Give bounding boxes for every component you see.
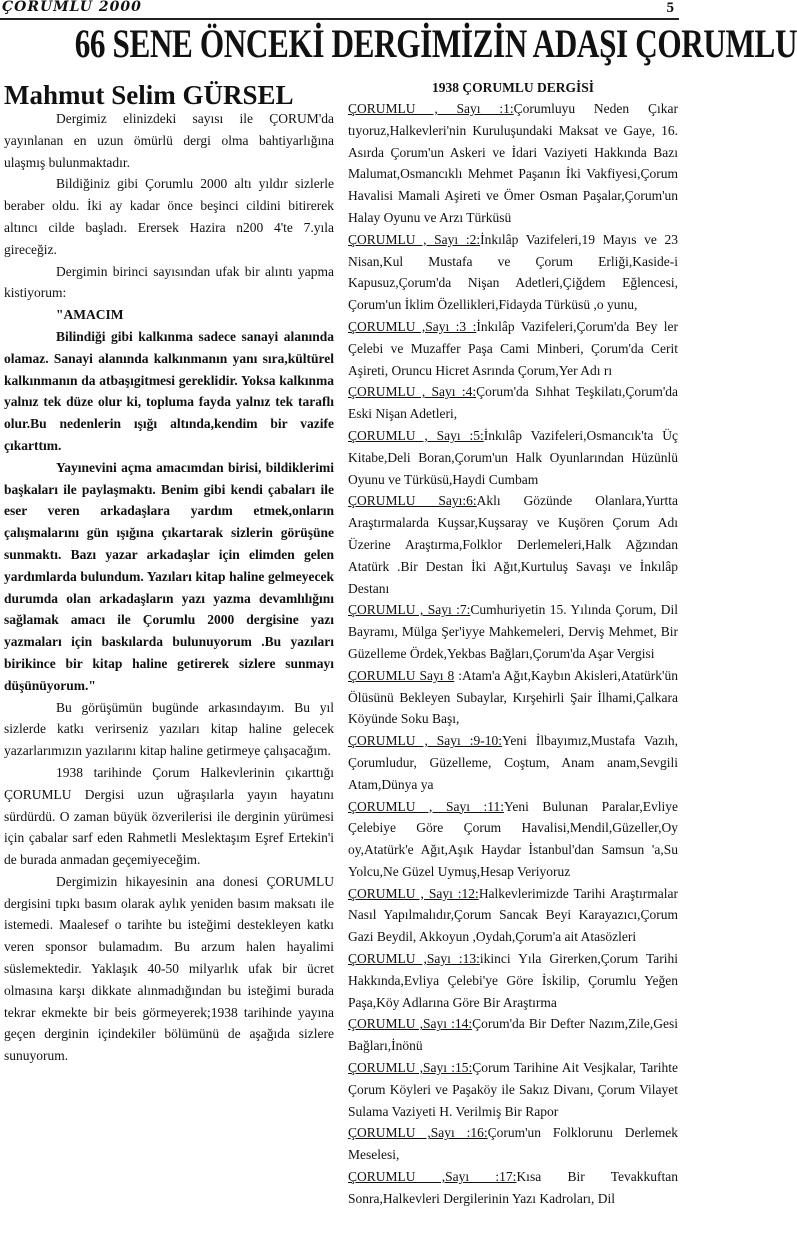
quote-paragraph: Bilindiği gibi kalkınma sadece sanayi alanında olamaz. Sanayi alanında kalkınmanın yanı sıra,kültürel kalkınmanın da atbaşıgitmesi gereklidir. Yoksa kalkınma yalnız tek düze olur ki, topluma fayda yalnız tek taraflı olur.Bu nedenlerin ışığı altında,kendim bir vazife çıkarttım. <box>4 328 334 453</box>
contents-entry <box>348 883 678 948</box>
issue-label: ÇORUMLU ,Sayı :13: <box>348 951 480 967</box>
paragraph: Bildiğiniz gibi Çorumlu 2000 altı yıldır sizlerle beraber oldu. İki ay kadar önce beşinci cildini bitirerek altıncı cilde başladı. Erersek Hazira n200 4'te 7.yıla gireceğiz. <box>4 176 334 257</box>
left-column <box>4 108 334 1067</box>
issue-contents: Çorum Tarihine Ait Vesjkalar, Tarihte Çorum Köyleri ve Paşaköy ile Sakız Divanı, Çorum Vilayet Sulama Vaziyeti H. Verilmiş Bir Rapor <box>348 1060 678 1119</box>
contents-entry <box>348 1013 678 1057</box>
contents-entry <box>348 730 678 795</box>
issue-label: ÇORUMLU ,Sayı :15: <box>348 1060 473 1076</box>
issue-contents: Aklı Gözünde Olanlara,Yurtta Araştırmalarda Kuşsar,Kuşsaray ve Kuşören Çorum Adı Üzerine Araştırma,Folklor Derlemeleri,Halk Ağzından Atatürk .Bir Destan İki Ağıt,Kurtuluş Savaşı ve İnkılâp Destanı <box>348 493 679 596</box>
issue-label: ÇORUMLU , Sayı :1: <box>348 101 514 116</box>
paragraph: Dergimizin hikayesinin ana donesi ÇORUMLU dergisini tıpkı basım olarak aylık yeniden basım maksatı ile istemedi. Maalesef o tarihte bu isteğimi destekleyen katkı veren sponsor bulamadım. Bu arzum halen hayalimi süslemektedir. Yaklaşık 40-50 milyarlık ufak bir ücret olmasına karşı dikkate alınmadığından bu isteğimi burada tekrar ekmekte bir beis görmeyerek;1938 tarihinde yayına geçen derginin içindekiler bölümünü de aşağıda sizlere sunuyorum. <box>4 873 334 1064</box>
issue-label: ÇORUMLU , Sayı :2: <box>348 231 481 247</box>
issue-label: ÇORUMLU ,Sayı :3 : <box>348 318 477 334</box>
issue-label: ÇORUMLU ,Sayı :14: <box>348 1016 473 1032</box>
paragraph: Bu görüşümün bugünde arkasındayım. Bu yıl sizlerde katkı verirseniz yazıları kitap haline gelecek yazarlarımızın yazılarını kitap haline getirmeye çalışacağım. <box>4 699 334 759</box>
issue-label: ÇORUMLU , Sayı :7: <box>348 602 471 618</box>
contents-entry <box>348 665 678 730</box>
contents-entry <box>348 381 678 425</box>
contents-entry <box>348 425 678 490</box>
issue-label: ÇORUMLU ,Sayı :17: <box>348 1169 517 1185</box>
contents-entry <box>348 229 678 316</box>
issue-contents: Yeni Bulunan Paralar,Evliye Çelebiye Göre Çorum Havalisi,Mendil,Güzeller,Oy oy,Atatürk'e Ağıt,Aşık Haydar İstanbul'dan Samsun 'a,Su Yolcu,Ne Güzel Uymuş,Hesap Veriyoruz <box>348 798 678 879</box>
contents-entry <box>348 98 678 229</box>
masthead: ÇORUMLU 2000 <box>2 0 142 15</box>
issue-contents: Kısa Bir Tevakkuftan Sonra,Halkevleri Dergilerinin Yazı Kadroları, Dil <box>348 1169 679 1206</box>
contents-entry <box>348 1166 678 1210</box>
contents-entry <box>348 1122 678 1166</box>
contents-entry <box>348 316 678 381</box>
author-name: Mahmut Selim GÜRSEL <box>4 80 294 110</box>
issue-contents: Çorum'un Folklorunu Derlemek Meselesi, <box>348 1125 678 1163</box>
issue-label: ÇORUMLU , Sayı :4: <box>348 384 477 400</box>
issue-contents: Halkevlerimizde Tarihi Araştırmalar Nasıl Yapılmalıdır,Çorum Sancak Beyi Karayazıcı,Çorum Gazi Beydil, Akkoyun ,Oydah,Çorum'a ait Atasözleri <box>348 885 678 945</box>
issue-contents: Çorum'da Bir Defter Nazım,Zile,Gesi Bağları,İnönü <box>348 1016 678 1054</box>
paragraph: Dergimin birinci sayısından ufak bir alıntı yapma kistiyorum: <box>4 263 334 301</box>
issue-contents: İnkılâp Vazifeleri,19 Mayıs ve 23 Nisan,Kul Mustafa ve Çorum Erliği,Kaside-i Kapusuz,Çorum'da Nişan Adetleri,Çiğdem Eğlencesi, Çorum'un İklim Özellikleri,Fidayda Türküsü ,o yunu, <box>348 231 678 313</box>
issue-contents: İnkılâp Vazifeleri,Çorum'da Bey ler Çelebi ve Muzaffer Paşa Cami Minberi, Çorum'da Cerit Aşireti, Oruncu Hicret Asrında Çorum,Yer Adı rı <box>348 318 679 378</box>
headline: 66 SENE ÖNCEKİ DERGİMİZİN ADAŞI ÇORUMLU <box>74 21 797 66</box>
issue-contents: İnkılâp Vazifeleri,Osmancık'ta Üç Kitabe,Deli Boran,Çorum'un Halk Oyunlarından Hüzünlü Oyunu ve Türküsü,Haydi Cumbam <box>348 427 678 487</box>
issue-contents: Çorum'da Sıhhat Teşkilatı,Çorum'da Eski Nişan Adetleri, <box>348 384 679 422</box>
issue-label: ÇORUMLU , Sayı :9-10: <box>348 733 502 749</box>
aim-title: "AMACIM <box>56 307 124 323</box>
paragraph: 1938 tarihinde Çorum Halkevlerinin çıkarttığı ÇORUMLU Dergisi uzun uğraşılarla yayın hayatını sürdürdü. O zaman büyük özverilerisi ile derginin yürümesi için çabalar sarf eden Rahmetli Meslektaşım Eşref Ertekin'i de burada anmadan geçemiyeceğim. <box>4 764 334 868</box>
page-number: 5 <box>666 0 674 16</box>
contents-entry <box>348 948 678 1013</box>
issue-label: ÇORUMLU , Sayı :12: <box>348 885 479 901</box>
issue-label: ÇORUMLU , Sayı :11: <box>348 798 504 814</box>
quote-paragraph: Yayınevini açma amacımdan birisi, bildiklerimi başkaları ile paylaşmaktı. Benim gibi kendi çabaları ile eser veren arkadaşlara yardım etmek,onların çalışmalarını gün ışığına çıkartarak sizlerin görüşüne sunmaktı. Bazı yazar arkadaşlar için elimden gelen yardımlarda bulundum. Yazıları kitap haline gelmeyecek durumda olan arkadaşların yazı yazma devamlılığını sağlamak amacı ile Çorumlu 2000 dergisine yazı yazmaları için baskılarda bulunuyorum .Bu yazıları birikince bir kitap haline getirerek sizlere sunmayı düşünüyorum." <box>4 459 334 693</box>
issue-label: ÇORUMLU ,Sayı :16: <box>348 1125 488 1141</box>
paragraph: Dergimiz elinizdeki sayısı ile ÇORUM'da yayınlanan en uzun ömürlü dergi olma bahtiyarlığına ulaşmış bulunmaktadır. <box>4 111 334 170</box>
header-rule <box>0 18 679 20</box>
contents-title: 1938 ÇORUMLU DERGİSİ <box>431 80 594 95</box>
right-column <box>348 78 678 1210</box>
page-header <box>0 0 679 20</box>
issue-contents: Cumhuriyetin 15. Yılında Çorum, Dil Bayramı, Mülga Şer'iyye Mahkemeleri, Derviş Mehmet, Bir Güzelleme Ördek,Yekbas Bağları,Çorum'da Aşar Vergisi <box>348 602 678 661</box>
issue-label: ÇORUMLU Sayı 8 <box>348 667 455 683</box>
issue-contents: Yeni İlbayımız,Mustafa Vazıh, Çorumludur, Güzelleme, Coştum, Anam anam,Sevgili Atam,Dünya ya <box>348 733 678 792</box>
issue-label: ÇORUMLU Sayı:6: <box>348 493 477 509</box>
issue-contents: :Atam'a Ağıt,Kaybın Akisleri,Atatürk'ün Ölüsünü Bekleyen Subaylar, Kırşehirli Şair İlhami,Çalkara Köyünde Soku Başı, <box>348 667 678 727</box>
contents-list <box>348 98 678 1210</box>
issue-label: ÇORUMLU , Sayı :5: <box>348 427 484 443</box>
issue-contents: Çorumluyu Neden Çıkar tıyoruz,Halkevleri'nin Kuruluşundaki Maksat ve Gaye, 16. Asırda Çorum'un Askeri ve İdari Vaziyeti Hakkında Bazı Malumat,Osmancıklı Mehmet Paşanın İki Vakfiyesi,Çorum Havalisi Mamali Aşireti ve Ömer Osman Paşalar,Çorum'un Halay Oyunu ve Arzı Türküsü <box>348 101 678 225</box>
contents-entry <box>348 599 678 664</box>
contents-entry <box>348 796 678 883</box>
issue-contents: ikinci Yıla Girerken,Çorum Tarihi Hakkında,Evliya Çelebi'ye Göre İskilip, Çorumlu Yeğen Paşa,Köy Adlarına Göre Bir Araştırma <box>348 951 678 1010</box>
contents-entry <box>348 490 678 599</box>
contents-entry <box>348 1057 678 1122</box>
